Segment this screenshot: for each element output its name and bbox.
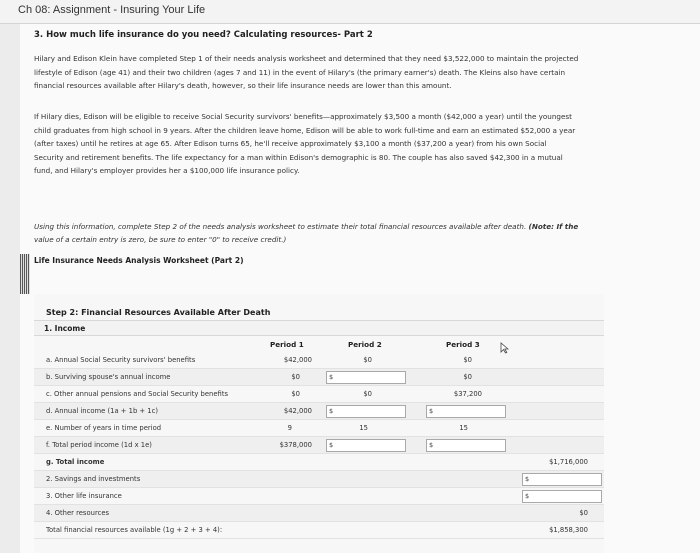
row-label: g. Total income (46, 458, 105, 466)
row-label: 3. Other life insurance (46, 492, 122, 500)
total-value: $0 (579, 509, 588, 517)
instructions (34, 220, 674, 246)
other-life-insurance-input[interactable] (522, 490, 602, 503)
row-other-resources (34, 505, 604, 522)
row-label: c. Other annual pensions and Social Security benefits (46, 390, 229, 398)
period-3-value: $0 (463, 356, 472, 364)
instruction-note: (Note: If the (528, 222, 579, 231)
row-g (34, 454, 604, 471)
period-1-value: $42,000 (283, 407, 312, 415)
row-other-insurance (34, 488, 604, 505)
savings-investments-input[interactable] (522, 473, 602, 486)
row-label: e. Number of years in time period (46, 424, 162, 432)
row-label: a. Annual Social Security survivors' benefits (46, 356, 196, 364)
period-1-value: 9 (287, 424, 292, 432)
paragraph-2 (34, 110, 674, 178)
period-3-value: $0 (463, 373, 472, 381)
period-3-value: $37,200 (453, 390, 482, 398)
dollar-sign: $ (329, 373, 334, 381)
period-2-total-income-input[interactable] (326, 439, 406, 452)
dollar-sign: $ (329, 407, 334, 415)
period-3-value: 15 (459, 424, 468, 432)
paragraph-2-line: (after taxes) until he retires at age 65. After Edison turns 65, he'll receive approximately $3,100 a month ($37,200 a year) from his own Social (34, 139, 547, 148)
row-d (34, 403, 604, 420)
paragraph-1-line: financial resources available after Hilary's death, however, so their life insurance needs are lower than this amount. (34, 81, 452, 90)
dollar-sign: $ (429, 441, 434, 449)
period-1-value: $378,000 (279, 441, 312, 449)
period-2-value: $0 (363, 390, 372, 398)
row-label: 4. Other resources (46, 509, 110, 517)
row-a (34, 352, 604, 369)
row-total-resources (34, 522, 604, 539)
column-header-period-1: Period 1 (270, 340, 304, 349)
total-value: $1,858,300 (549, 526, 588, 534)
row-b (34, 369, 604, 386)
row-c (34, 386, 604, 403)
period-1-value: $0 (291, 390, 300, 398)
instruction-text: Using this information, complete Step 2 of the needs analysis worksheet to estimate their total financial resources available after death. (34, 222, 527, 231)
period-2-annual-income-input[interactable] (326, 405, 406, 418)
row-label: Total financial resources available (1g + 2 + 3 + 4): (46, 526, 223, 534)
period-3-annual-income-input[interactable] (426, 405, 506, 418)
question-title: 3. How much life insurance do you need? Calculating resources- Part 2 (34, 30, 373, 40)
paragraph-2-line: If Hilary dies, Edison will be eligible to receive Social Security survivors' benefits—approximately $3,500 a month ($42,000 a year) until the youngest (34, 112, 572, 121)
row-label: d. Annual income (1a + 1b + 1c) (46, 407, 159, 415)
period-3-total-income-input[interactable] (426, 439, 506, 452)
total-value: $1,716,000 (549, 458, 588, 466)
window-title: Ch 08: Assignment - Insuring Your Life (18, 4, 206, 16)
period-2-value: 15 (359, 424, 368, 432)
dollar-sign: $ (525, 492, 530, 500)
column-header-period-2: Period 2 (348, 340, 382, 349)
paragraph-1-line: lifestyle of Edison (age 41) and their two children (ages 7 and 11) in the event of Hilary's (the primary earner's) death. The Kleins also have certain (34, 67, 566, 77)
row-f (34, 437, 604, 454)
app-title-bar (0, 0, 700, 24)
row-e (34, 420, 604, 437)
paragraph-1 (34, 52, 674, 93)
paragraph-2-line: Security and retirement benefits. The life expectancy for a man within Edison's demographic is 80. The couple has also saved $42,300 in a mutual (34, 152, 563, 162)
paragraph-2-line: child graduates from high school in 9 years. After the children leave home, Edison will be able to work full-time and earn an estimated $52,000 a year (34, 125, 576, 135)
paragraph-1-line: Hilary and Edison Klein have completed Step 1 of their needs analysis worksheet and determined that they need $3,522,000 to maintain the projected (34, 54, 579, 63)
row-label: f. Total period income (1d x 1e) (46, 441, 152, 449)
row-savings (34, 471, 604, 488)
column-header-period-3: Period 3 (446, 340, 480, 349)
dollar-sign: $ (525, 475, 530, 483)
section-header (34, 320, 604, 336)
dollar-sign: $ (329, 441, 334, 449)
assignment-page (20, 24, 700, 553)
period-1-value: $0 (291, 373, 300, 381)
instruction-text-2: value of a certain entry is zero, be sure to enter "0" to receive credit.) (34, 235, 287, 244)
paragraph-2-line: fund, and Hilary's employer provides her a $100,000 life insurance policy. (34, 166, 300, 175)
worksheet-title: Life Insurance Needs Analysis Worksheet (Part 2) (34, 256, 244, 265)
dollar-sign: $ (429, 407, 434, 415)
row-label: b. Surviving spouse's annual income (46, 373, 171, 381)
worksheet-panel (34, 294, 604, 553)
period-2-spouse-income-input[interactable] (326, 371, 406, 384)
row-label: 2. Savings and investments (46, 475, 141, 483)
period-2-value: $0 (363, 356, 372, 364)
period-1-value: $42,000 (283, 356, 312, 364)
step-title: Step 2: Financial Resources Available After Death (46, 308, 271, 317)
side-scroll-indicator[interactable] (20, 254, 30, 294)
section-title: 1. Income (44, 324, 86, 333)
